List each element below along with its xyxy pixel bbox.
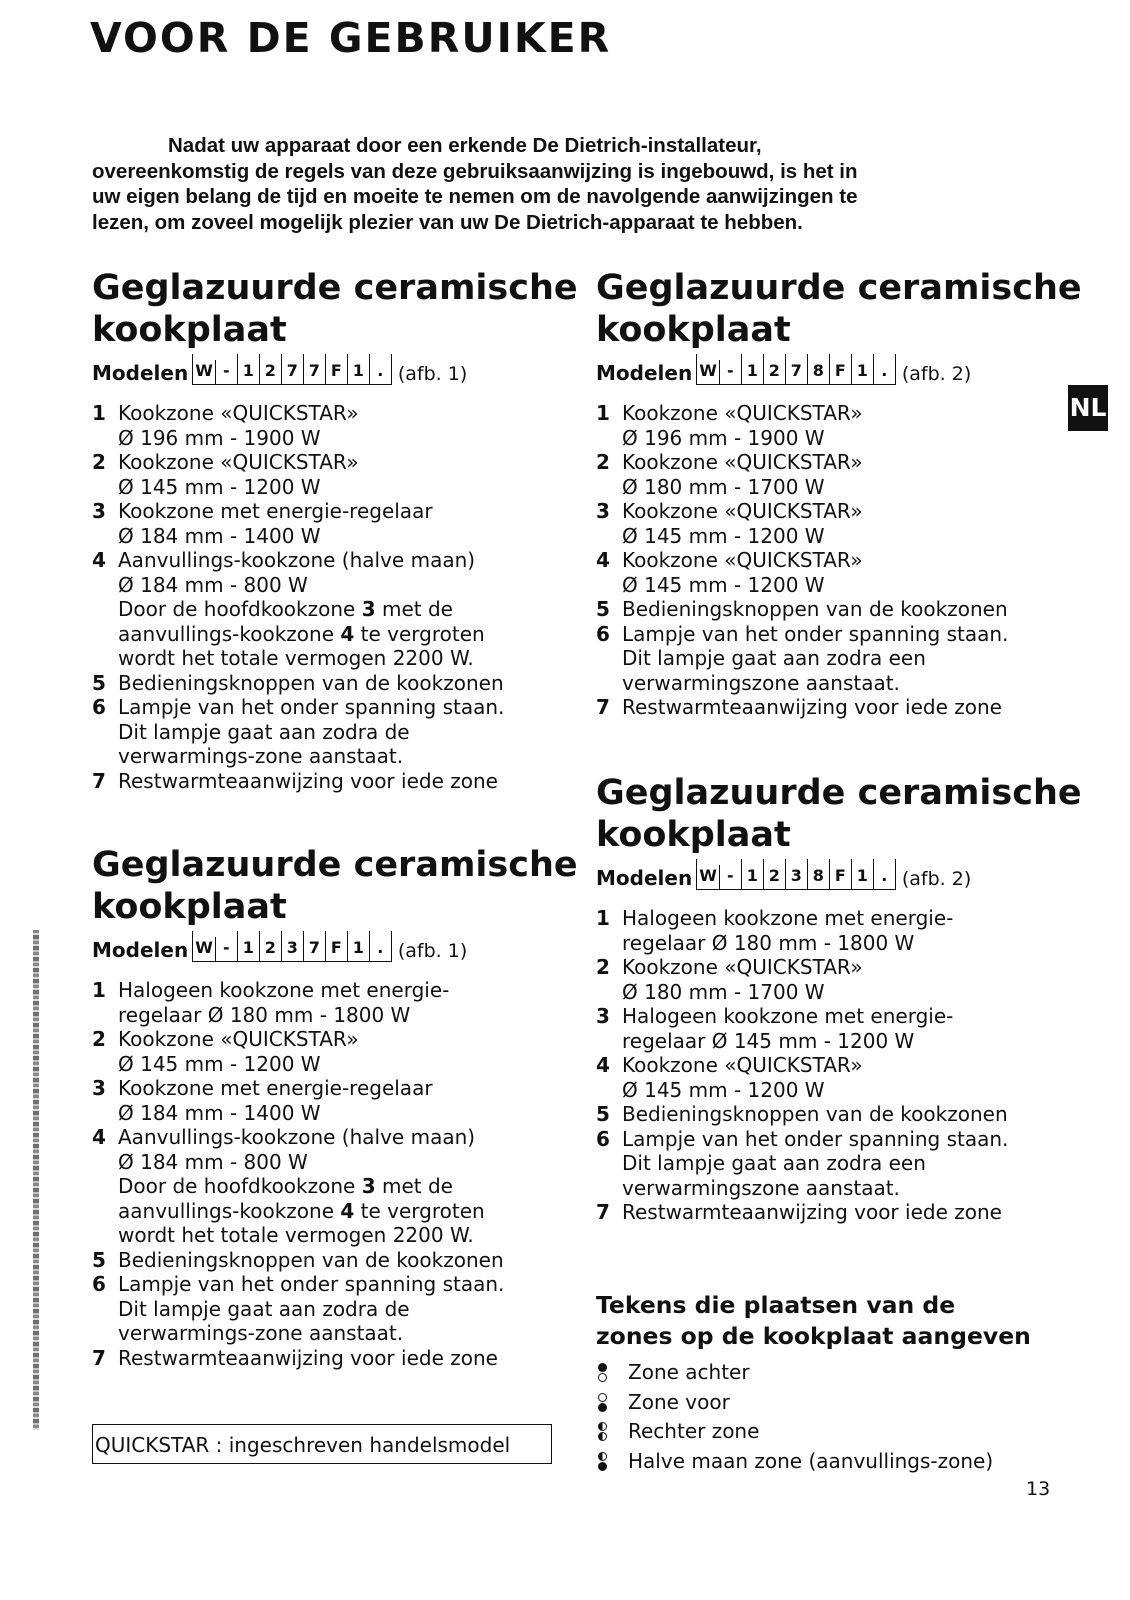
code-cell: . (873, 859, 896, 890)
model-code (696, 355, 896, 385)
model-line (596, 856, 1082, 890)
item-text: Kookzone «QUICKSTAR» (118, 401, 359, 425)
item-number: 2 (596, 955, 610, 979)
item-text: Kookzone «QUICKSTAR» (622, 450, 863, 474)
list-item (92, 1346, 578, 1371)
list-item (92, 1272, 578, 1346)
item-text: Ø 196 mm - 1900 W (118, 425, 321, 450)
figure-reference: (afb. 2) (901, 868, 972, 890)
item-number: 4 (596, 1053, 610, 1077)
legend-title-line: Tekens die plaatsen van de (596, 1291, 956, 1319)
code-cell: 2 (259, 931, 281, 962)
section-title-line: kookplaat (596, 310, 791, 350)
item-number: 3 (92, 1076, 106, 1100)
note-text: Door de hoofdkookzone (118, 1174, 362, 1198)
intro-line: overeenkomstig de regels van deze gebruiksaanwijzing is ingebouwd, is het in (92, 159, 858, 183)
zone-list (596, 906, 1082, 1225)
scan-artifact (33, 930, 39, 1430)
list-item (596, 450, 1082, 499)
note-text: met de (375, 1174, 453, 1198)
code-cell: 1 (347, 931, 369, 962)
code-cell: 1 (237, 931, 259, 962)
list-item (596, 597, 1082, 622)
section-model-1237 (92, 844, 578, 1370)
list-item (596, 1200, 1082, 1225)
item-number: 6 (596, 1126, 610, 1151)
item-text: verwarmings-zone aanstaat. (118, 744, 404, 768)
list-item (92, 450, 578, 499)
item-number: 5 (596, 1102, 610, 1126)
zone-legend (596, 1358, 993, 1476)
item-number: 5 (92, 670, 106, 695)
code-cell: 2 (259, 354, 281, 385)
item-text: Restwarmteaanwijzing voor iede zone (118, 768, 498, 793)
trademark-note: QUICKSTAR : ingeschreven handelsmodel (92, 1424, 552, 1464)
list-item (92, 695, 578, 769)
note-line (118, 622, 485, 647)
list-item (596, 955, 1082, 1004)
zone-list (92, 401, 578, 793)
section-model-1277 (92, 267, 578, 793)
item-text: Dit lampje gaat aan zodra een (622, 1151, 926, 1175)
intro-line: uw eigen belang de tijd en moeite te nemen om de navolgende aanwijzingen te (92, 185, 858, 208)
figure-reference: (afb. 1) (397, 940, 468, 962)
code-cell: 1 (851, 859, 873, 890)
note-line (118, 597, 485, 622)
code-cell: F (829, 859, 851, 890)
code-cell: 1 (237, 354, 259, 385)
item-text: Kookzone «QUICKSTAR» (622, 955, 863, 979)
note-text: aanvullings-kookzone (118, 1198, 341, 1223)
item-text: Restwarmteaanwijzing voor iede zone (622, 1200, 1002, 1224)
model-label: Modelen (596, 866, 693, 890)
item-number: 1 (92, 978, 106, 1002)
code-cell: 7 (303, 354, 325, 385)
zone-front-icon (596, 1392, 628, 1412)
item-number: 4 (92, 1125, 106, 1149)
item-text: Kookzone «QUICKSTAR» (622, 499, 863, 523)
item-text: Ø 145 mm - 1200 W (118, 474, 321, 499)
note-line (118, 1174, 485, 1199)
code-cell: 1 (851, 354, 873, 385)
zone-right-icon (596, 1422, 628, 1442)
legend-item (596, 1388, 993, 1418)
item-number: 2 (596, 450, 610, 474)
item-text: regelaar Ø 180 mm - 1800 W (622, 930, 915, 955)
list-item (92, 1027, 578, 1076)
item-text: Aanvullings-kookzone (halve maan) (118, 1125, 476, 1149)
item-text: Ø 184 mm - 1400 W (118, 1100, 321, 1125)
list-item (596, 499, 1082, 548)
code-cell: W (192, 931, 215, 962)
code-cell: - (719, 360, 741, 385)
item-number: 1 (596, 906, 610, 930)
item-text: Ø 145 mm - 1200 W (622, 572, 825, 597)
item-text: Dit lampje gaat aan zodra de (118, 1296, 410, 1321)
list-item (92, 978, 578, 1027)
item-text: Ø 180 mm - 1700 W (622, 474, 825, 499)
code-cell: F (325, 931, 347, 962)
code-cell: 1 (347, 354, 369, 385)
list-item (596, 401, 1082, 450)
legend-item (596, 1417, 993, 1447)
code-cell: 2 (763, 859, 785, 890)
code-cell: 7 (785, 354, 807, 385)
intro-line: Nadat uw apparaat door een erkende De Dietrich-installateur, (168, 134, 762, 157)
item-number: 4 (596, 548, 610, 572)
item-number: 6 (92, 1272, 106, 1296)
note-text: met de (375, 597, 453, 621)
code-cell: 2 (763, 354, 785, 385)
legend-title (596, 1290, 1031, 1352)
item-number: 2 (92, 1027, 106, 1051)
item-text: Ø 184 mm - 800 W (118, 1149, 308, 1174)
item-text: Lampje van het onder spanning staan. (622, 1126, 1009, 1151)
legend-title-line: zones op de kookplaat aangeven (596, 1322, 1031, 1350)
item-text: Kookzone «QUICKSTAR» (622, 1053, 863, 1077)
item-text: Kookzone «QUICKSTAR» (622, 548, 863, 572)
item-text: Dit lampje gaat aan zodra een (622, 646, 926, 670)
note-text: te vergroten (354, 621, 485, 646)
code-cell: - (719, 865, 741, 890)
item-number: 3 (596, 1004, 610, 1028)
item-text: Ø 145 mm - 1200 W (622, 1077, 825, 1102)
model-label: Modelen (92, 938, 189, 962)
item-text: Ø 196 mm - 1900 W (622, 425, 825, 450)
code-cell: 3 (281, 931, 303, 962)
item-number: 4 (92, 548, 106, 572)
section-title (596, 267, 1082, 351)
page-number: 13 (1026, 1478, 1051, 1500)
code-cell: . (873, 354, 896, 385)
zone-list (92, 978, 578, 1370)
item-text: Halogeen kookzone met energie- (622, 1004, 954, 1028)
note-line (118, 1199, 485, 1224)
legend-item (596, 1358, 993, 1388)
model-code (696, 860, 896, 890)
note-line: wordt het totale vermogen 2200 W. (118, 1223, 474, 1247)
note-bold: 3 (361, 597, 376, 621)
list-item (92, 671, 578, 696)
list-item (92, 769, 578, 794)
item-text: regelaar Ø 180 mm - 1800 W (118, 1002, 411, 1027)
code-cell: W (696, 354, 719, 385)
item-number: 1 (92, 401, 106, 425)
item-text: Ø 184 mm - 1400 W (118, 523, 321, 548)
code-cell: W (696, 859, 719, 890)
code-cell: - (215, 360, 237, 385)
section-title-line: Geglazuurde ceramische (596, 773, 1082, 813)
list-item (92, 1248, 578, 1273)
code-cell: 7 (281, 354, 303, 385)
page-title: VOOR DE GEBRUIKER (90, 14, 612, 62)
item-text: Ø 184 mm - 800 W (118, 572, 308, 597)
item-text: Dit lampje gaat aan zodra de (118, 719, 410, 744)
item-text: Ø 145 mm - 1200 W (118, 1051, 321, 1076)
item-number: 3 (596, 499, 610, 523)
list-item (596, 695, 1082, 720)
item-text: Kookzone «QUICKSTAR» (118, 1027, 359, 1051)
item-text: Ø 180 mm - 1700 W (622, 979, 825, 1004)
legend-label: Halve maan zone (aanvullings-zone) (628, 1448, 994, 1473)
model-code (192, 355, 392, 385)
list-item (596, 1004, 1082, 1053)
model-line (92, 928, 578, 962)
code-cell: - (215, 937, 237, 962)
note-text: Door de hoofdkookzone (118, 597, 362, 621)
note-bold: 4 (340, 621, 355, 646)
code-cell: 3 (785, 859, 807, 890)
code-cell: F (325, 354, 347, 385)
section-title-line: Geglazuurde ceramische (92, 268, 578, 308)
item-text: Lampje van het onder spanning staan. (118, 695, 505, 719)
section-title (596, 772, 1082, 856)
model-label: Modelen (92, 361, 189, 385)
item-number: 7 (596, 1200, 610, 1224)
item-text: Halogeen kookzone met energie- (622, 906, 954, 930)
list-item (596, 548, 1082, 597)
item-number: 7 (92, 1345, 106, 1370)
item-number: 3 (92, 499, 106, 523)
item-number: 2 (92, 450, 106, 474)
section-title-line: kookplaat (92, 887, 287, 927)
section-model-1238 (596, 772, 1082, 1225)
item-text: Kookzone «QUICKSTAR» (622, 401, 863, 425)
model-line (92, 351, 578, 385)
item-text: verwarmings-zone aanstaat. (118, 1321, 404, 1345)
list-item (596, 906, 1082, 955)
section-title-line: Geglazuurde ceramische (92, 845, 578, 885)
section-title-line: Geglazuurde ceramische (596, 268, 1082, 308)
item-number: 7 (596, 695, 610, 719)
item-number: 5 (92, 1247, 106, 1272)
list-item (92, 548, 578, 671)
legend-label: Zone achter (628, 1360, 750, 1384)
language-badge: NL (1068, 385, 1108, 431)
item-text: Lampje van het onder spanning staan. (118, 1272, 505, 1296)
item-text: Kookzone met energie-regelaar (118, 1076, 433, 1100)
item-text: Aanvullings-kookzone (halve maan) (118, 548, 476, 572)
model-code (192, 932, 392, 962)
half-moon-zone-icon (596, 1451, 628, 1471)
figure-reference: (afb. 1) (397, 363, 468, 385)
list-item (92, 499, 578, 548)
list-item (92, 1076, 578, 1125)
zone-back-icon (596, 1363, 628, 1383)
item-text: Bedieningsknoppen van de kookzonen (118, 670, 504, 695)
list-item (92, 1125, 578, 1248)
list-item (596, 1127, 1082, 1201)
note-bold: 4 (340, 1198, 355, 1223)
list-item (596, 1053, 1082, 1102)
code-cell: F (829, 354, 851, 385)
item-text: Kookzone met energie-regelaar (118, 499, 433, 523)
item-text: Kookzone «QUICKSTAR» (118, 450, 359, 474)
item-text: Restwarmteaanwijzing voor iede zone (622, 695, 1002, 719)
legend-label: Rechter zone (628, 1419, 760, 1443)
intro-line: lezen, om zoveel mogelijk plezier van uw De Dietrich-apparaat te hebben. (92, 210, 803, 234)
note-line: wordt het totale vermogen 2200 W. (118, 646, 474, 670)
code-cell: . (369, 931, 392, 962)
item-text: Halogeen kookzone met energie- (118, 978, 450, 1002)
legend-item (596, 1447, 993, 1477)
legend-label: Zone voor (628, 1389, 730, 1414)
intro-paragraph (92, 133, 1052, 235)
model-line (596, 351, 1082, 385)
item-number: 7 (92, 768, 106, 793)
note-bold: 3 (361, 1174, 376, 1198)
list-item (596, 622, 1082, 696)
zone-list (596, 401, 1082, 720)
item-number: 6 (596, 621, 610, 646)
figure-reference: (afb. 2) (901, 363, 972, 385)
item-text: regelaar Ø 145 mm - 1200 W (622, 1028, 915, 1053)
code-cell: . (369, 354, 392, 385)
item-number: 5 (596, 597, 610, 621)
item-text: Ø 145 mm - 1200 W (622, 523, 825, 548)
item-text: Restwarmteaanwijzing voor iede zone (118, 1345, 498, 1370)
section-model-1278 (596, 267, 1082, 720)
list-item (92, 401, 578, 450)
code-cell: 7 (303, 931, 325, 962)
section-title-line: kookplaat (92, 310, 287, 350)
code-cell: W (192, 354, 215, 385)
code-cell: 1 (741, 354, 763, 385)
code-cell: 1 (741, 859, 763, 890)
item-text: Bedieningsknoppen van de kookzonen (622, 1102, 1008, 1126)
note-text: aanvullings-kookzone (118, 621, 341, 646)
item-text: verwarmingszone aanstaat. (622, 1175, 900, 1200)
item-number: 6 (92, 695, 106, 719)
section-title (92, 844, 578, 928)
item-text: Lampje van het onder spanning staan. (622, 621, 1009, 646)
item-number: 1 (596, 401, 610, 425)
section-title-line: kookplaat (596, 815, 791, 855)
item-text: Bedieningsknoppen van de kookzonen (118, 1247, 504, 1272)
list-item (596, 1102, 1082, 1127)
section-title (92, 267, 578, 351)
item-text: verwarmingszone aanstaat. (622, 670, 900, 695)
model-label: Modelen (596, 361, 693, 385)
item-text: Bedieningsknoppen van de kookzonen (622, 597, 1008, 621)
note-text: te vergroten (354, 1198, 485, 1223)
code-cell: 8 (807, 354, 829, 385)
code-cell: 8 (807, 859, 829, 890)
